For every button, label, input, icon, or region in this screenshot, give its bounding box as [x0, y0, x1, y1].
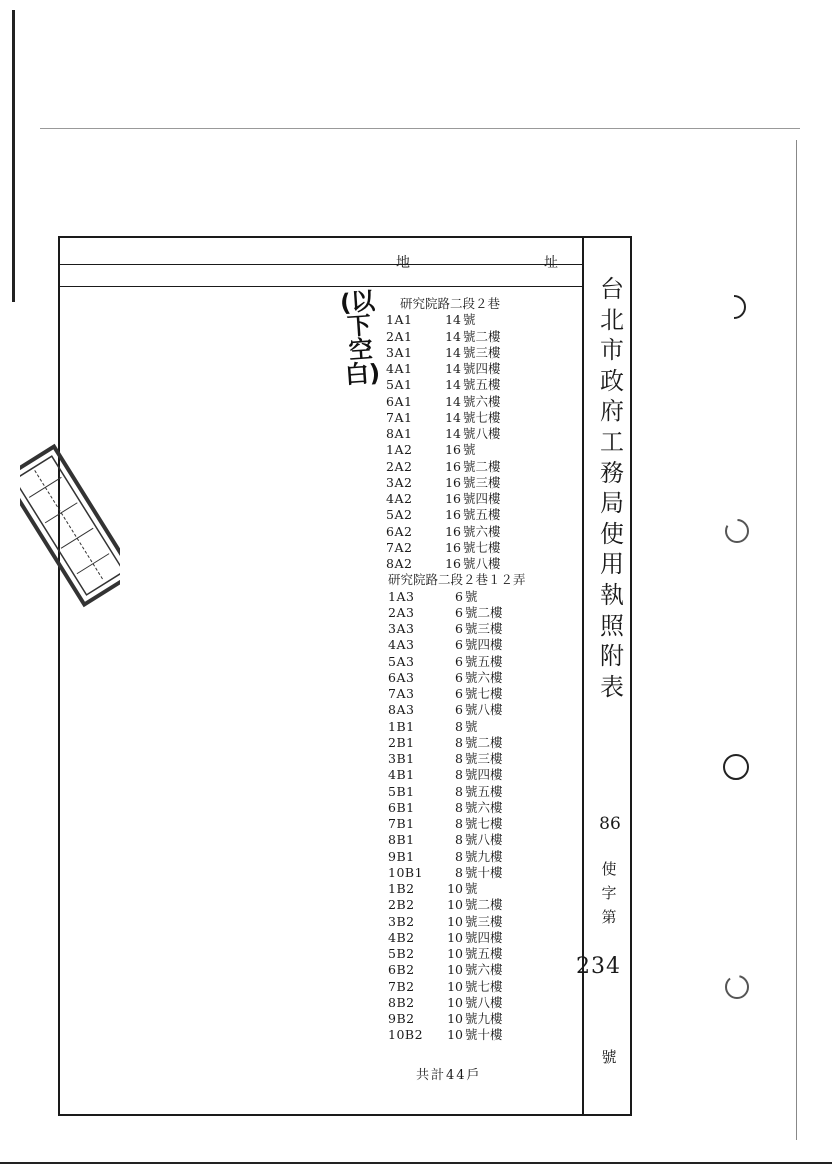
floor-label: 號八樓 [463, 556, 501, 571]
floor-label: 號二樓 [465, 734, 503, 750]
left-edge-line [12, 10, 15, 302]
unit-code: 9B2 [388, 1011, 415, 1026]
floor-label: 號七樓 [465, 686, 503, 701]
floor-label: 號七樓 [465, 978, 503, 994]
address-entry [386, 507, 576, 523]
address-entry [388, 784, 578, 800]
address-entry [388, 962, 578, 978]
street-number: 10 [447, 897, 463, 913]
floor-label: 號二樓 [465, 897, 503, 913]
street-heading: 研究院路二段２巷 [400, 296, 501, 311]
address-entry [388, 1027, 578, 1043]
floor-label: 號八樓 [465, 832, 503, 848]
street-number: 8 [455, 718, 463, 734]
official-seal-stamp [20, 440, 120, 610]
address-entry [386, 345, 576, 361]
address-entry [386, 312, 576, 328]
unit-code: 5A1 [386, 377, 413, 393]
floor-label: 號三樓 [465, 621, 503, 636]
street-number: 10 [447, 913, 463, 929]
floor-label: 號六樓 [463, 523, 501, 539]
address-entry [386, 524, 576, 540]
street-number: 8 [455, 734, 463, 750]
street-number: 16 [445, 523, 461, 539]
street-number: 8 [455, 783, 463, 799]
unit-code: 9B1 [388, 848, 415, 864]
floor-label: 號四樓 [465, 929, 503, 945]
unit-code: 4A2 [386, 491, 413, 506]
street-number: 10 [447, 994, 463, 1010]
unit-code: 2A3 [388, 604, 415, 620]
permit-year: 86 [599, 814, 621, 834]
floor-label: 號 [465, 718, 478, 734]
street-number: 16 [445, 474, 461, 490]
address-entry [388, 995, 578, 1011]
floor-label: 號六樓 [465, 669, 503, 685]
address-entry [388, 800, 578, 816]
address-entry [386, 475, 576, 491]
address-entry [386, 491, 576, 507]
floor-label: 號五樓 [463, 507, 501, 523]
unit-code: 3B2 [388, 913, 415, 929]
address-entry [386, 394, 576, 410]
floor-label: 號四樓 [465, 637, 503, 653]
address-entry [386, 540, 576, 556]
floor-label: 號五樓 [465, 946, 503, 961]
unit-code: 4A1 [386, 361, 413, 376]
address-entry [388, 702, 578, 718]
unit-code: 2B1 [388, 734, 415, 750]
address-entry [388, 686, 578, 702]
floor-label: 號五樓 [463, 377, 501, 393]
street-number: 8 [455, 799, 463, 815]
address-entry [388, 637, 578, 653]
street-number: 10 [447, 1011, 463, 1026]
header-bottom-rule [60, 286, 583, 287]
unit-code: 7A2 [386, 539, 413, 555]
street-number: 6 [455, 588, 463, 604]
permit-word-2: 字 [601, 884, 617, 902]
address-entry [386, 442, 576, 458]
address-entry [388, 605, 578, 621]
street-number: 14 [445, 377, 461, 393]
floor-label: 號五樓 [465, 653, 503, 669]
street-number: 6 [455, 653, 463, 669]
unit-code: 1B2 [388, 881, 415, 896]
floor-label: 號七樓 [465, 816, 503, 831]
address-entry [386, 459, 576, 475]
floor-label: 號三樓 [463, 344, 501, 360]
address-entry [386, 377, 576, 393]
floor-label: 號二樓 [465, 604, 503, 620]
floor-label: 號七樓 [463, 539, 501, 555]
address-entry [386, 361, 576, 377]
street-number: 10 [447, 881, 463, 896]
floor-label: 號 [463, 312, 476, 328]
address-entry [388, 589, 578, 605]
unit-code: 8A2 [386, 556, 413, 571]
street-number: 10 [447, 962, 463, 978]
address-entry [386, 426, 576, 442]
unit-code: 3A1 [386, 344, 413, 360]
permit-suffix: 號 [601, 1048, 617, 1066]
header-top-rule [60, 264, 583, 265]
unit-code: 2A1 [386, 328, 413, 344]
unit-code: 7A1 [386, 409, 413, 425]
unit-code: 7A3 [388, 686, 415, 701]
unit-code: 6A3 [388, 669, 415, 685]
address-entry [388, 930, 578, 946]
address-entry [388, 670, 578, 686]
address-entry [388, 816, 578, 832]
street-number: 8 [455, 751, 463, 766]
street-number: 8 [455, 832, 463, 848]
unit-code: 3A3 [388, 621, 415, 636]
address-entry [388, 881, 578, 897]
unit-code: 1B1 [388, 718, 415, 734]
street-number: 10 [447, 978, 463, 994]
floor-label: 號四樓 [463, 491, 501, 506]
floor-label: 號二樓 [463, 458, 501, 474]
address-entry [386, 410, 576, 426]
unit-code: 6A2 [386, 523, 413, 539]
floor-label: 號六樓 [463, 393, 501, 409]
address-entry [388, 621, 578, 637]
unit-code: 1A3 [388, 588, 415, 604]
unit-code: 10B1 [388, 864, 424, 880]
unit-code: 8B2 [388, 994, 415, 1010]
unit-code: 2A2 [386, 458, 413, 474]
street-number: 8 [455, 767, 463, 783]
address-entry [388, 897, 578, 913]
floor-label: 號五樓 [465, 783, 503, 799]
street-number: 6 [455, 669, 463, 685]
unit-code: 3B1 [388, 751, 415, 766]
unit-code: 6A1 [386, 393, 413, 409]
floor-label: 號四樓 [463, 361, 501, 376]
header-label-left: 地 [396, 255, 410, 271]
address-entry [388, 1011, 578, 1027]
floor-label: 號 [465, 588, 478, 604]
street-number: 14 [445, 426, 461, 441]
address-entry [388, 767, 578, 783]
street-number: 14 [445, 361, 461, 376]
total-count: 共計44戶 [416, 1068, 482, 1083]
floor-label: 號九樓 [465, 848, 503, 864]
floor-label: 號七樓 [463, 409, 501, 425]
floor-label: 號八樓 [463, 426, 501, 441]
street-number: 16 [445, 507, 461, 523]
permit-number: 234 [576, 954, 621, 979]
street-number: 16 [445, 442, 461, 458]
address-entry [388, 865, 578, 881]
floor-label: 號八樓 [465, 702, 503, 718]
unit-code: 10B2 [388, 1027, 424, 1043]
unit-code: 4B2 [388, 929, 415, 945]
street-number: 14 [445, 328, 461, 344]
unit-code: 8A1 [386, 426, 413, 441]
street-number: 8 [455, 848, 463, 864]
document-title: 台北市政府工務局使用執照附表 [600, 275, 624, 701]
unit-code: 2B2 [388, 897, 415, 913]
unit-code: 5B1 [388, 783, 415, 799]
unit-code: 5A2 [386, 507, 413, 523]
permit-word-1: 使 [601, 860, 617, 878]
header-label-right: 址 [544, 255, 558, 271]
street-number: 16 [445, 539, 461, 555]
street-number: 6 [455, 686, 463, 701]
unit-code: 4B1 [388, 767, 415, 783]
floor-label: 號 [463, 442, 476, 458]
unit-code: 4A3 [388, 637, 415, 653]
handwritten-end-note: (以下空白) [339, 286, 381, 390]
street-number: 10 [447, 929, 463, 945]
permit-word-3: 第 [601, 908, 617, 926]
unit-code: 8B1 [388, 832, 415, 848]
punch-hole-1 [730, 294, 754, 320]
floor-label: 號二樓 [463, 328, 501, 344]
punch-hole-4 [722, 972, 752, 1002]
street-number: 16 [445, 556, 461, 571]
street-number: 6 [455, 604, 463, 620]
address-entry [386, 329, 576, 345]
floor-label: 號四樓 [465, 767, 503, 783]
floor-label: 號十樓 [465, 1027, 503, 1043]
unit-code: 1A2 [386, 442, 413, 458]
street-number: 8 [455, 864, 463, 880]
address-entry [388, 979, 578, 995]
address-entry [388, 735, 578, 751]
address-entry [388, 751, 578, 767]
street-number: 6 [455, 621, 463, 636]
street-number: 8 [455, 816, 463, 831]
address-entry [388, 849, 578, 865]
unit-code: 6B2 [388, 962, 415, 978]
floor-label: 號十樓 [465, 864, 503, 880]
right-edge-line [796, 140, 797, 1140]
floor-label: 號六樓 [465, 962, 503, 978]
address-entry [388, 719, 578, 735]
floor-label: 號三樓 [465, 751, 503, 766]
punch-hole-3 [720, 752, 752, 782]
street-number: 10 [447, 946, 463, 961]
street-number: 14 [445, 393, 461, 409]
unit-code: 8A3 [388, 702, 415, 718]
unit-code: 1A1 [386, 312, 413, 328]
bottom-edge-line [0, 1162, 832, 1164]
punch-hole-2 [722, 516, 752, 546]
floor-label: 號六樓 [465, 799, 503, 815]
unit-code: 3A2 [386, 474, 413, 490]
floor-label: 號八樓 [465, 994, 503, 1010]
street-heading: 研究院路二段２巷１２弄 [388, 572, 526, 588]
address-entry [386, 556, 576, 572]
unit-code: 5A3 [388, 653, 415, 669]
address-entry [388, 914, 578, 930]
street-number: 14 [445, 312, 461, 328]
floor-label: 號三樓 [463, 474, 501, 490]
unit-code: 6B1 [388, 799, 415, 815]
unit-code: 5B2 [388, 946, 415, 961]
street-number: 10 [447, 1027, 463, 1043]
street-number: 14 [445, 409, 461, 425]
title-column-rule [582, 238, 584, 1114]
unit-code: 7B1 [388, 816, 415, 831]
floor-label: 號 [465, 881, 478, 896]
street-number: 6 [455, 637, 463, 653]
street-number: 16 [445, 491, 461, 506]
address-entry [388, 832, 578, 848]
street-number: 6 [455, 702, 463, 718]
address-entry [388, 946, 578, 962]
street-number: 14 [445, 344, 461, 360]
unit-code: 7B2 [388, 978, 415, 994]
top-dotted-line [40, 128, 800, 129]
street-number: 16 [445, 458, 461, 474]
floor-label: 號九樓 [465, 1011, 503, 1026]
address-entry [388, 654, 578, 670]
floor-label: 號三樓 [465, 913, 503, 929]
